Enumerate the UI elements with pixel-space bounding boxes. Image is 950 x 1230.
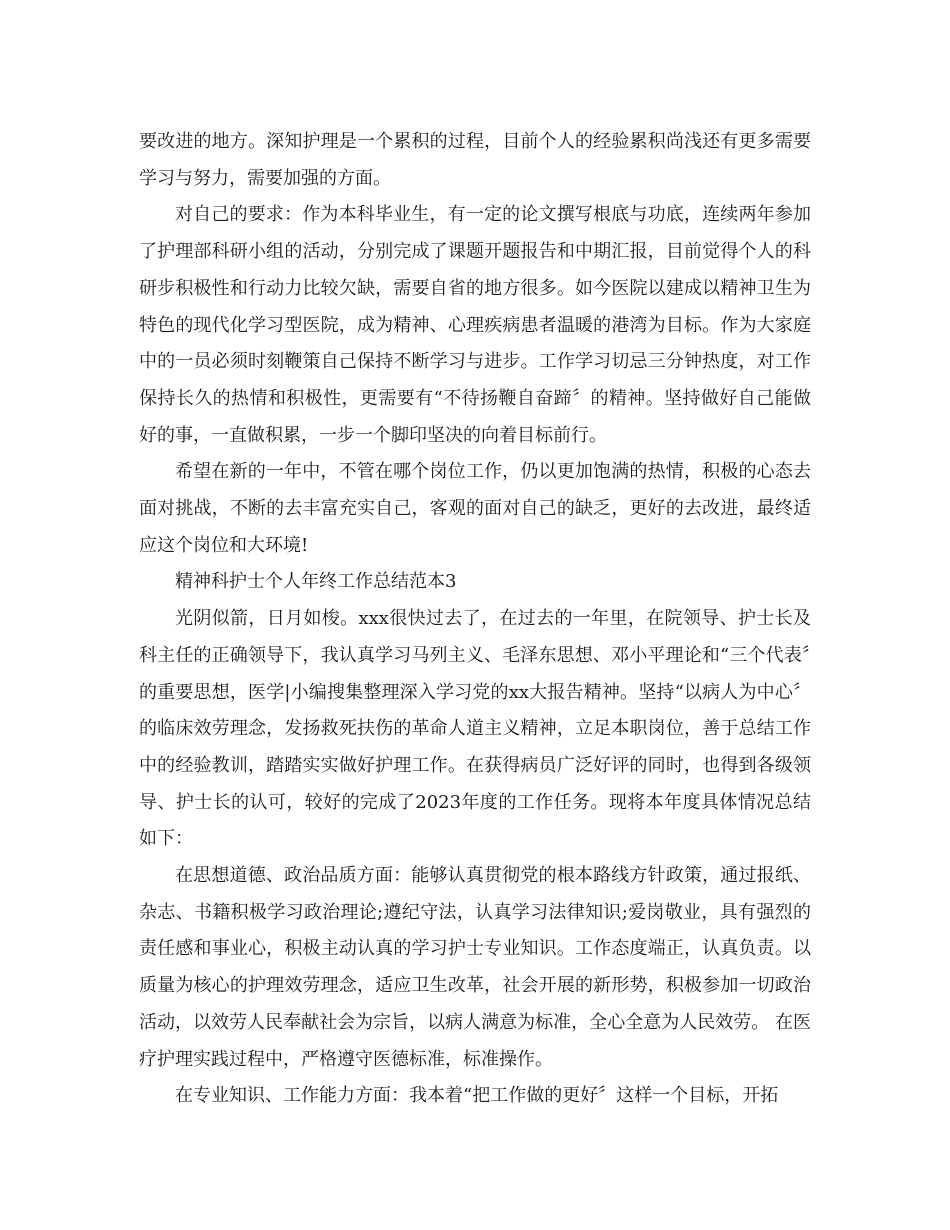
- paragraph-continuation: 要改进的地方。深知护理是一个累积的过程，目前个人的经验累积尚浅还有更多需要学习与努力，需要加强的方面。: [139, 131, 811, 189]
- paragraph-professional-knowledge: 在专业知识、工作能力方面：我本着“把工作做的更好〞这样一个目标，开拓: [175, 1085, 779, 1107]
- paragraph-new-year-hopes: 希望在新的一年中，不管在哪个岗位工作，仍以更加饱满的热情，积极的心态去面对挑战，不断的去丰富充实自己，客观的面对自己的缺乏，更好的去改进，最终适应这个岗位和大环境!: [139, 461, 811, 556]
- section-heading: 精神科护士个人年终工作总结范本3: [175, 571, 457, 593]
- paragraph-political-quality: 在思想道德、政治品质方面：能够认真贯彻党的根本路线方针政策，通过报纸、杂志、书籍积极学习政治理论;遵纪守法，认真学习法律知识;爱岗敬业，具有强烈的责任感和事业心，积极主动认真的学习护士专业知识。工作态度端正，认真负责。以质量为核心的护理效劳理念，适应卫生改革，社会开展的新形势，积极参加一切政治活动，以效劳人民奉献社会为宗旨，以病人满意为标准，全心全意为人民效劳。 在医疗护理实践过程中，严格遵守医德标准，标准操作。: [139, 865, 811, 1070]
- document-body: [139, 124, 811, 1115]
- paragraph-self-requirements: 对自己的要求：作为本科毕业生，有一定的论文撰写根底与功底，连续两年参加了护理部科研小组的活动，分别完成了课题开题报告和中期汇报，目前觉得个人的科研步积极性和行动力比较欠缺，需要自省的地方很多。如今医院以建成以精神卫生为特色的现代化学习型医院，成为精神、心理疾病患者温暖的港湾为目标。作为大家庭中的一员必须时刻鞭策自己保持不断学习与进步。工作学习切忌三分钟热度，对工作保持长久的热情和积极性，更需要有“不待扬鞭自奋蹄〞的精神。坚持做好自己能做好的事，一直做积累，一步一个脚印坚决的向着目标前行。: [139, 204, 811, 446]
- paragraph-year-review: 光阴似箭，日月如梭。xxx很快过去了，在过去的一年里，在院领导、护士长及科主任的正确领导下，我认真学习马列主义、毛泽东思想、邓小平理论和“三个代表〞的重要思想，医学|小编搜集整理深入学习党的xx大报告精神。坚持“以病人为中心〞的临床效劳理念，发扬救死扶伤的革命人道主义精神，立足本职岗位，善于总结工作中的经验教训，踏踏实实做好护理工作。在获得病员广泛好评的同时，也得到各级领导、护士长的认可，较好的完成了2023年度的工作任务。现将本年度具体情况总结如下：: [139, 608, 811, 850]
